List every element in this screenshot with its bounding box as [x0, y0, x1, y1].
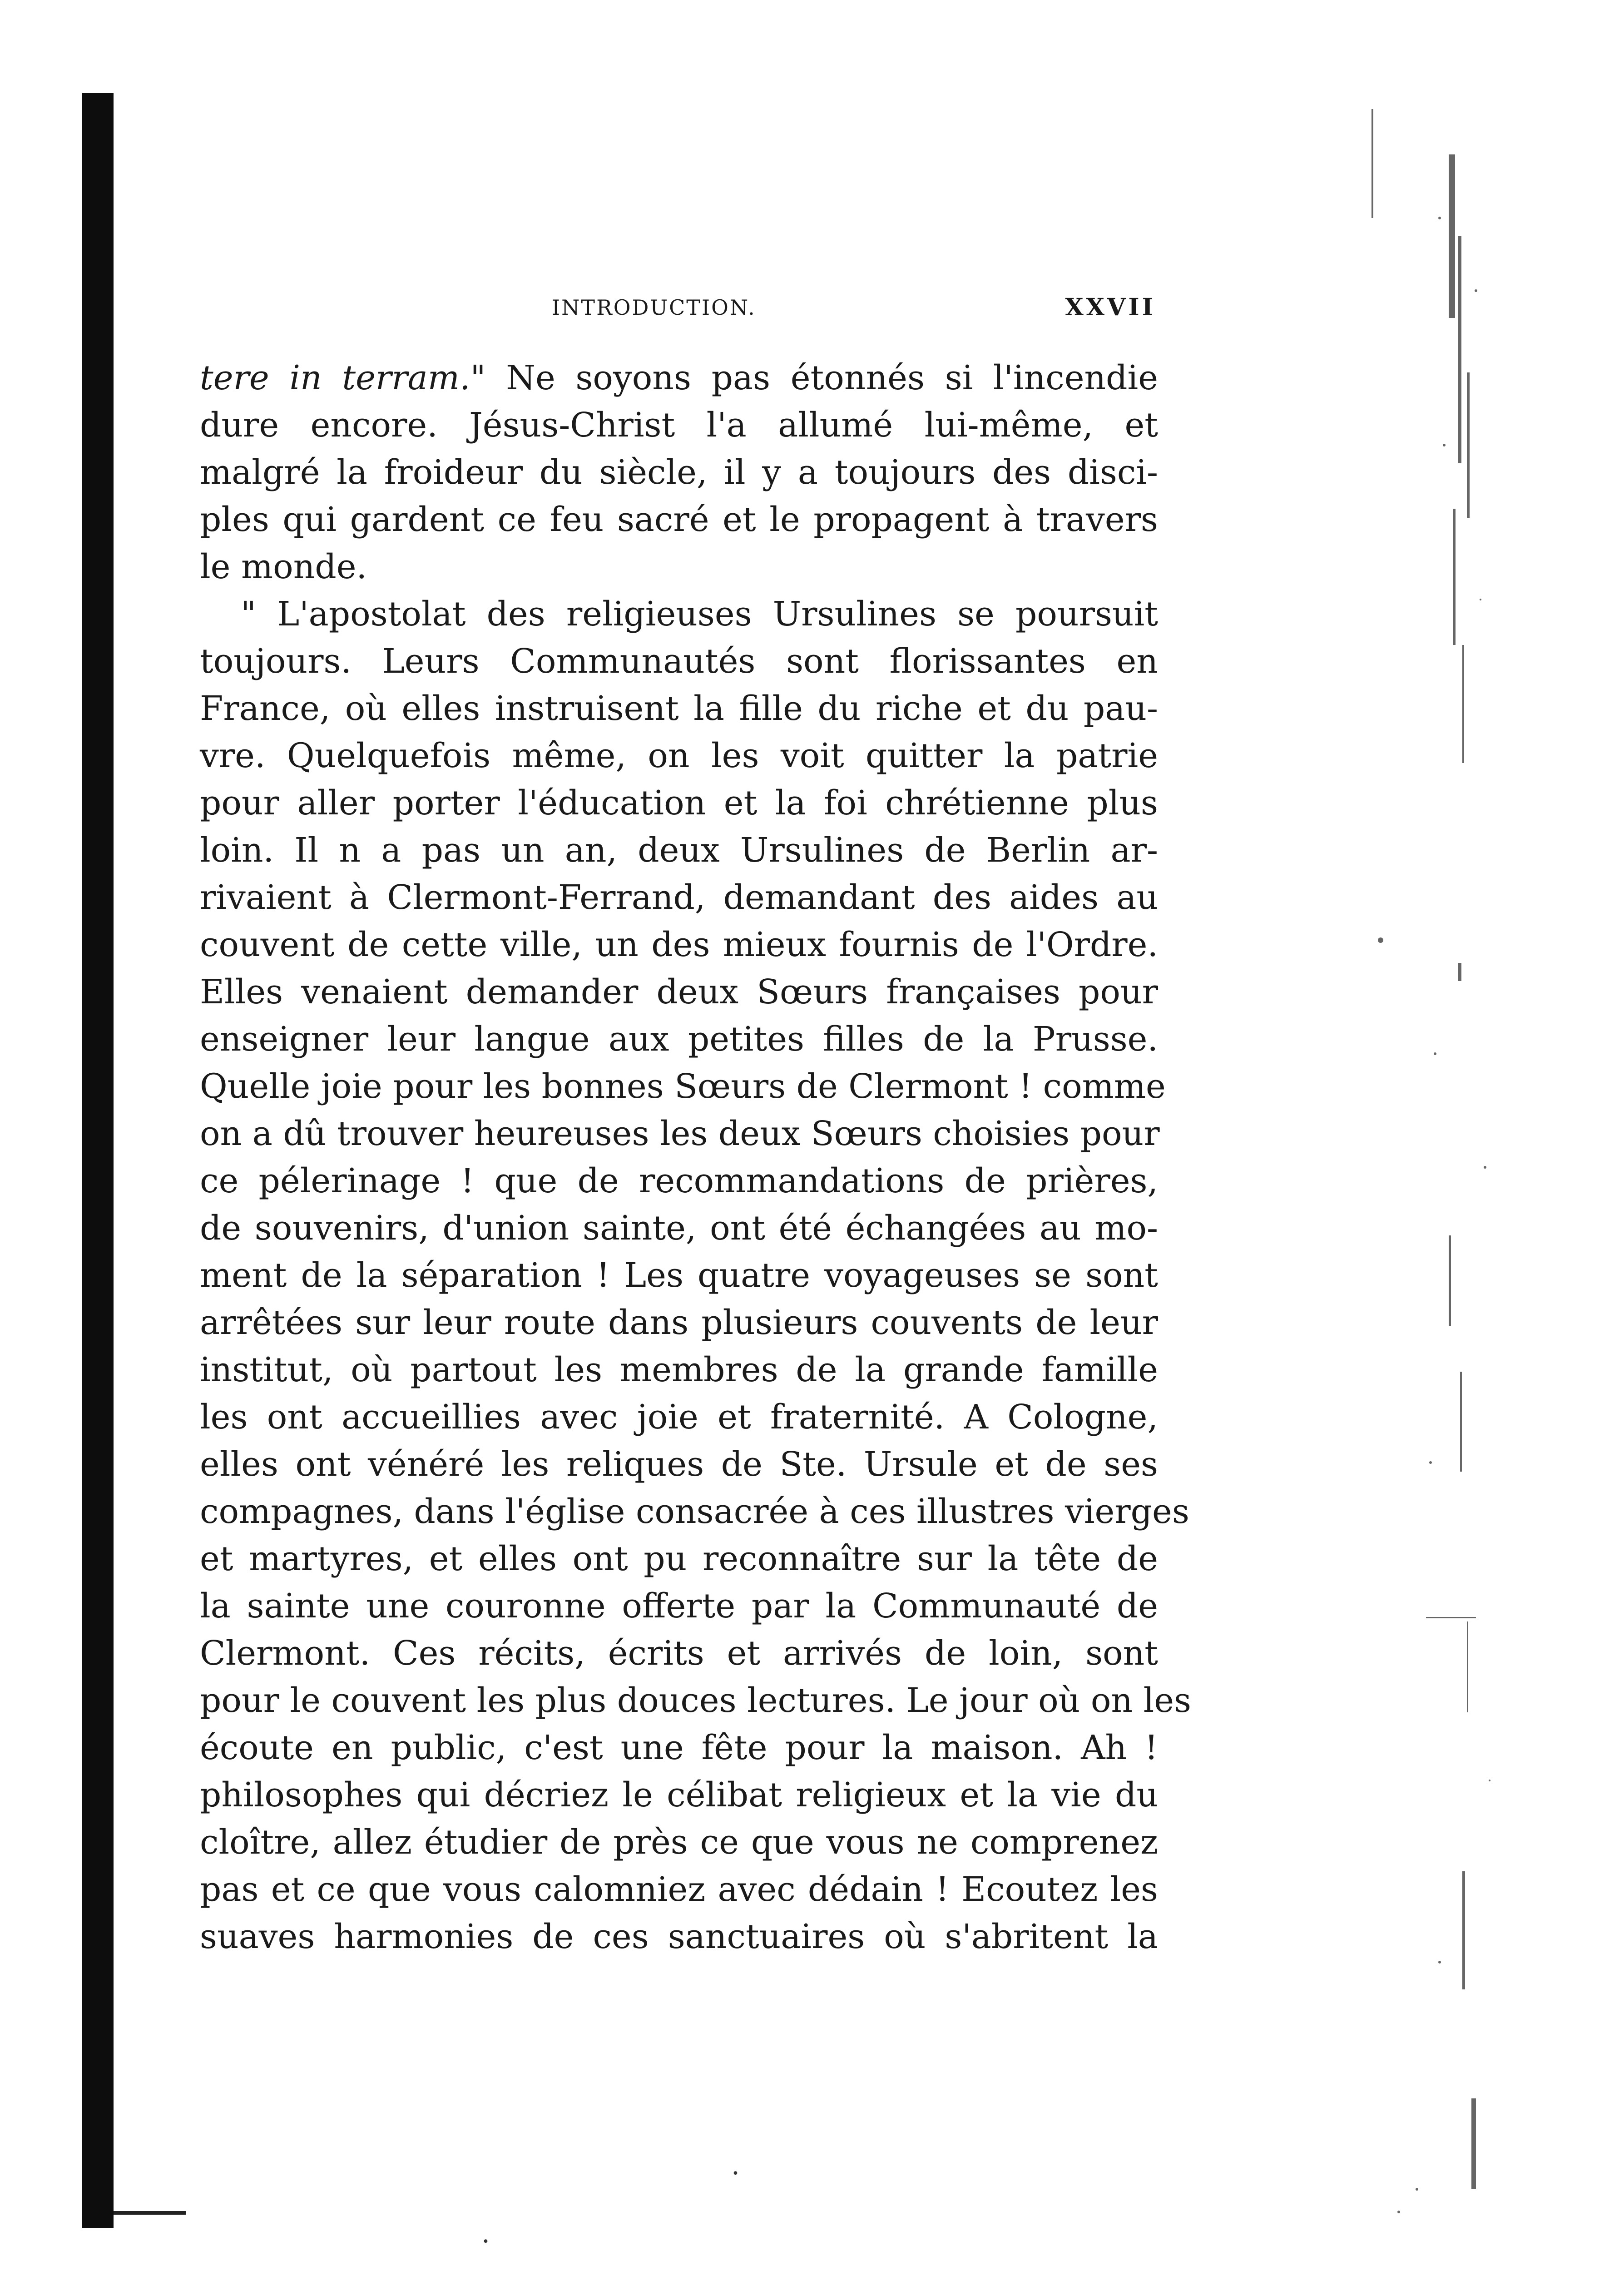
- text-line: [200, 921, 1158, 968]
- line-text: les ont accueillies avec joie et fraternité. A Cologne,: [200, 1398, 1158, 1437]
- line-text: institut, où partout les membres de la grande famille: [200, 1350, 1158, 1389]
- running-head-title: INTRODUCTION.: [552, 295, 756, 320]
- text-line: [200, 1252, 1158, 1299]
- text-line: [200, 496, 1158, 543]
- text-line: [200, 1819, 1158, 1866]
- italic-run: tere in terram.": [200, 358, 486, 397]
- text-line: [200, 779, 1158, 827]
- line-text: arrêtées sur leur route dans plusieurs couvents de leur: [200, 1303, 1158, 1342]
- line-text: de souvenirs, d'union sainte, ont été échangées au mo-: [200, 1209, 1158, 1248]
- line-text: couvent de cette ville, un des mieux fournis de l'Ordre.: [200, 925, 1158, 964]
- facing-page-show-through: [1371, 100, 1562, 2235]
- text-line: [200, 1110, 1158, 1157]
- line-text: pour aller porter l'éducation et la foi chrétienne plus: [200, 783, 1158, 823]
- line-text: ce pélerinage ! que de recommandations de prières,: [200, 1161, 1158, 1200]
- line-text: malgré la froideur du siècle, il y a toujours des disci-: [200, 453, 1158, 492]
- text-line: [200, 1677, 1191, 1724]
- text-line: [200, 732, 1158, 779]
- line-text: philosophes qui décriez le célibat religieux et la vie du: [200, 1775, 1158, 1815]
- line-text: cloître, allez étudier de près ce que vous ne comprenez: [200, 1823, 1158, 1862]
- text-line: [200, 1346, 1158, 1393]
- text-line: [200, 1913, 1158, 1960]
- binding-shadow: [82, 93, 114, 2228]
- text-line: [200, 354, 1158, 402]
- line-text: compagnes, dans l'église consacrée à ces illustres vierges: [200, 1492, 1189, 1531]
- text-line: [200, 1488, 1189, 1535]
- stray-mark: ·: [481, 2226, 490, 2257]
- line-text: elles ont vénéré les reliques de Ste. Ursule et de ses: [200, 1445, 1158, 1484]
- text-line: [200, 685, 1158, 732]
- text-line: [200, 1441, 1158, 1488]
- line-text: ment de la séparation ! Les quatre voyageuses se sont: [200, 1256, 1158, 1295]
- text-line: [200, 402, 1158, 449]
- line-text: pour le couvent les plus douces lectures. Le jour où on les: [200, 1681, 1191, 1720]
- line-text: dure encore. Jésus-Christ l'a allumé lui-même, et: [200, 406, 1158, 445]
- line-text: le monde.: [200, 547, 367, 586]
- line-text: loin. Il n a pas un an, deux Ursulines de Berlin ar-: [200, 831, 1158, 870]
- text-line: [200, 1063, 1166, 1110]
- line-text: enseigner leur langue aux petites filles de la Prusse.: [200, 1020, 1158, 1059]
- text-line: [200, 1724, 1158, 1771]
- line-text: pas et ce que vous calomniez avec dédain ! Ecoutez les: [200, 1870, 1158, 1909]
- line-text: vre. Quelquefois même, on les voit quitter la patrie: [200, 736, 1158, 775]
- text-line: [200, 1016, 1158, 1063]
- text-line: [200, 638, 1158, 685]
- line-text: France, où elles instruisent la fille du riche et du pau-: [200, 689, 1158, 728]
- text-line: [200, 1205, 1158, 1252]
- text-line: [200, 827, 1158, 874]
- text-line: [200, 1299, 1158, 1346]
- text-line: [200, 874, 1158, 921]
- line-text: Clermont. Ces récits, écrits et arrivés de loin, sont: [200, 1634, 1158, 1673]
- running-head: [202, 295, 1156, 332]
- page-number: XXVII: [1065, 293, 1156, 321]
- line-text: toujours. Leurs Communautés sont florissantes en: [200, 642, 1158, 681]
- text-line: [200, 1157, 1158, 1205]
- binding-foot-mark: [114, 2211, 186, 2215]
- text-line: [200, 1866, 1158, 1913]
- stray-mark: ·: [731, 2157, 740, 2189]
- text-line: [200, 1582, 1158, 1630]
- text-line: [200, 449, 1158, 496]
- line-text: " L'apostolat des religieuses Ursulines se poursuit: [241, 595, 1158, 634]
- text-line: [200, 968, 1158, 1016]
- line-text: Ne soyons pas étonnés si l'incendie: [485, 358, 1158, 397]
- text-line: [200, 543, 1158, 590]
- text-line: [200, 590, 1158, 638]
- line-text: et martyres, et elles ont pu reconnaître sur la tête de: [200, 1539, 1158, 1578]
- text-line: [200, 1393, 1158, 1441]
- text-line: [200, 1535, 1158, 1582]
- text-line: [200, 1771, 1158, 1819]
- line-text: on a dû trouver heureuses les deux Sœurs choisies pour: [200, 1114, 1160, 1153]
- line-text: rivaient à Clermont-Ferrand, demandant des aides au: [200, 878, 1158, 917]
- body-text: [200, 354, 1191, 1960]
- line-text: suaves harmonies de ces sanctuaires où s'abritent la: [200, 1917, 1158, 1956]
- text-line: [200, 1630, 1158, 1677]
- line-text: Quelle joie pour les bonnes Sœurs de Clermont ! comme: [200, 1067, 1166, 1106]
- line-text: Elles venaient demander deux Sœurs françaises pour: [200, 972, 1158, 1012]
- line-text: ples qui gardent ce feu sacré et le propagent à travers: [200, 500, 1158, 539]
- line-text: écoute en public, c'est une fête pour la maison. Ah !: [200, 1728, 1158, 1767]
- line-text: la sainte une couronne offerte par la Communauté de: [200, 1587, 1158, 1626]
